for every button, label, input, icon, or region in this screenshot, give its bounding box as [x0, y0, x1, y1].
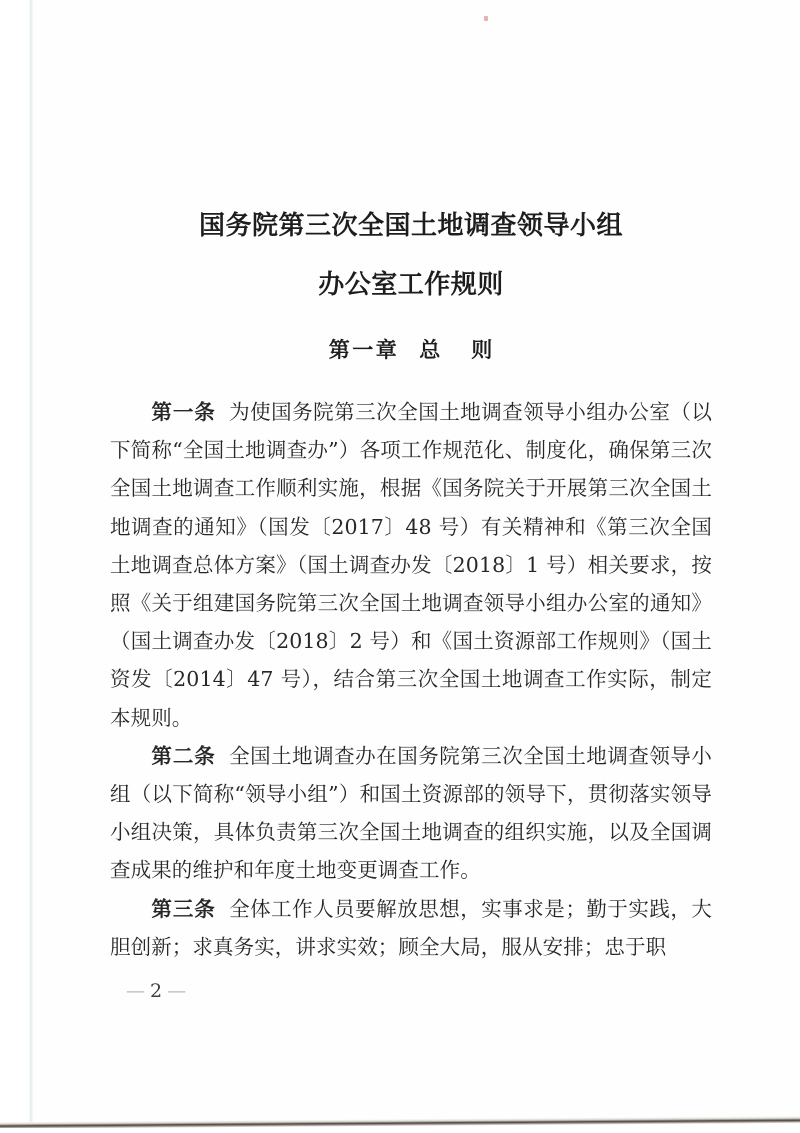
page-bottom-white-margin	[0, 1128, 800, 1133]
article-text-2: 全国土地调查办在国务院第三次全国土地调查领导小组（以下简称“领导小组”）和国土资源部的领导下，贯彻落实领导小组决策，具体负责第三次全国土地调查的组织实施，以及全国调查成果的维护和年度土地变更调查工作。	[110, 743, 713, 883]
article-paragraph-3	[110, 890, 712, 966]
page-title	[110, 202, 712, 309]
chapter-name-part-b: 则	[471, 337, 494, 362]
footer-page-number: 2	[150, 980, 165, 1002]
article-label-3: 第三条	[151, 896, 216, 921]
chapter-name-part-a: 总	[419, 337, 442, 362]
article-paragraph-1	[110, 393, 712, 737]
article-text-1: 为使国务院第三次全国土地调查领导小组办公室（以下简称“全国土地调查办”）各项工作规范化、制度化，确保第三次全国土地调查工作顺利实施，根据《国务院关于开展第三次全国土地调查的通知》（国发〔2017〕48 号）有关精神和《第三次全国土地调查总体方案》（国土调查办发〔2018〕1 号）相关要求，按照《关于组建国务院第三次全国土地调查领导小组办公室的通知》（国土调查办发〔2018〕2 号）和《国土资源部工作规则》（国土资发〔2014〕47 号），结合第三次全国土地调查工作实际，制定本规则。	[110, 400, 713, 730]
footer-dash-left: —	[126, 980, 147, 1002]
page-left-edge-artifact	[29, 0, 34, 1122]
page-number-footer	[126, 978, 188, 1004]
chapter-number: 第一章	[328, 337, 400, 362]
page-title-line-2: 办公室工作规则	[318, 270, 504, 300]
article-label-2: 第二条	[151, 743, 216, 768]
article-paragraph-2	[110, 737, 712, 890]
chapter-heading	[110, 333, 712, 367]
article-text-3: 全体工作人员要解放思想，实事求是；勤于实践，大胆创新；求真务实，讲求实效；顾全大局，服从安排；忠于职	[110, 896, 713, 959]
footer-dash-right: —	[167, 980, 189, 1002]
document-body	[110, 0, 712, 966]
article-label-1: 第一条	[151, 400, 216, 424]
page-title-line-1: 国务院第三次全国土地调查领导小组	[198, 211, 623, 241]
